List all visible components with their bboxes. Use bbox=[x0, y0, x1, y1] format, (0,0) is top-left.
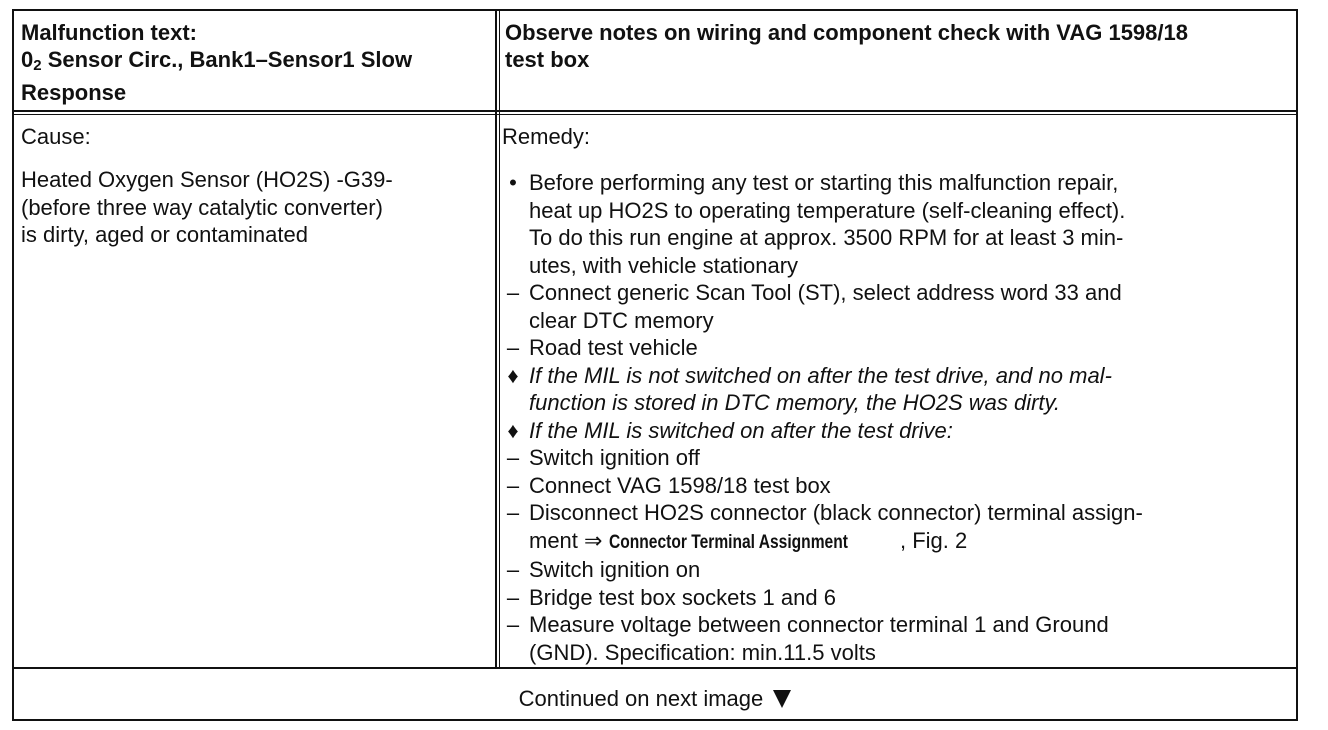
dash-icon: – bbox=[506, 472, 520, 498]
remedy-text: Switch ignition off bbox=[529, 445, 700, 470]
o2-subscript: 2 bbox=[33, 57, 42, 74]
footer-divider bbox=[14, 667, 1296, 669]
continued-footer bbox=[14, 685, 1296, 712]
header-divider bbox=[14, 110, 1296, 112]
remedy-step bbox=[502, 444, 1292, 472]
dash-icon: – bbox=[506, 280, 520, 305]
remedy-text: utes, with vehicle stationary bbox=[529, 252, 799, 278]
bullet-icon: • bbox=[509, 170, 517, 195]
remedy-step bbox=[502, 169, 1292, 279]
remedy-text: Road test vehicle bbox=[529, 335, 698, 360]
procedure-table bbox=[12, 9, 1298, 721]
remedy-text: Switch ignition on bbox=[529, 557, 701, 582]
notes-header-line: Observe notes on wiring and component check with VAG 1598/18 bbox=[505, 20, 1188, 45]
cause-label: Cause: bbox=[21, 124, 91, 149]
header-divider-inner bbox=[14, 114, 1296, 115]
cause-text bbox=[21, 166, 491, 249]
cause-line: is dirty, aged or contaminated bbox=[21, 222, 308, 247]
malfunction-label: Malfunction text: bbox=[21, 20, 197, 45]
remedy-text: To do this run engine at approx. 3500 RPM for at least 3 min- bbox=[529, 225, 1124, 250]
remedy-step bbox=[502, 279, 1292, 334]
dash-icon: – bbox=[506, 500, 520, 525]
remedy-text: If the MIL is not switched on after the test drive, and no mal- bbox=[529, 362, 1112, 388]
malfunction-code-text bbox=[21, 46, 486, 79]
remedy-step bbox=[502, 584, 1292, 612]
triangle-down-icon bbox=[773, 690, 791, 708]
remedy-text: function is stored in DTC memory, the HO2S was dirty. bbox=[529, 390, 1061, 415]
notes-header-line: test box bbox=[505, 47, 590, 72]
malfunction-description-cont: Response bbox=[21, 80, 127, 105]
column-divider-inner bbox=[499, 11, 500, 667]
remedy-text: heat up HO2S to operating temperature (self-cleaning effect). bbox=[529, 197, 1126, 223]
remedy-step bbox=[502, 556, 1292, 584]
remedy-step bbox=[502, 334, 1292, 362]
dash-icon: – bbox=[506, 557, 520, 582]
continued-text: Continued on next image bbox=[518, 686, 764, 711]
remedy-step bbox=[502, 499, 1292, 556]
cause-line: Heated Oxygen Sensor (HO2S) -G39- bbox=[21, 167, 393, 192]
remedy-step bbox=[502, 472, 1292, 500]
o2-prefix: 0 bbox=[21, 47, 34, 72]
arrow-icon: ⇒ bbox=[584, 527, 603, 553]
diamond-icon: ♦ bbox=[507, 417, 519, 443]
remedy-text: If the MIL is switched on after the test drive: bbox=[529, 417, 953, 443]
notes-header bbox=[505, 19, 1290, 73]
remedy-text: clear DTC memory bbox=[529, 307, 714, 333]
malfunction-header bbox=[21, 19, 486, 106]
remedy-text: Connect VAG 1598/18 test box bbox=[529, 472, 831, 498]
remedy-text: (GND). Specification: min.11.5 volts bbox=[529, 639, 876, 665]
cause-line: (before three way catalytic converter) bbox=[21, 194, 383, 220]
remedy-text: Before performing any test or starting this malfunction repair, bbox=[529, 170, 1119, 195]
remedy-text: Measure voltage between connector terminal 1 and Ground bbox=[529, 612, 1109, 637]
dash-icon: – bbox=[506, 584, 520, 610]
dash-icon: – bbox=[506, 612, 520, 637]
remedy-label: Remedy: bbox=[502, 124, 591, 149]
remedy-step bbox=[502, 611, 1292, 666]
remedy-condition bbox=[502, 362, 1292, 417]
connector-terminal-link[interactable]: Connector Terminal Assignment bbox=[608, 531, 848, 553]
remedy-text-part: , Fig. 2 bbox=[899, 527, 968, 553]
dash-icon: – bbox=[506, 335, 520, 360]
diamond-icon: ♦ bbox=[507, 362, 519, 388]
remedy-text: Connect generic Scan Tool (ST), select address word 33 and bbox=[529, 280, 1122, 305]
remedy-list bbox=[502, 169, 1292, 666]
remedy-condition bbox=[502, 417, 1292, 445]
malfunction-description: Sensor Circ., Bank1–Sensor1 Slow bbox=[41, 47, 413, 72]
column-divider bbox=[495, 11, 497, 667]
dash-icon: – bbox=[506, 445, 520, 470]
remedy-text: Disconnect HO2S connector (black connector) terminal assign- bbox=[529, 500, 1143, 525]
remedy-text: Bridge test box sockets 1 and 6 bbox=[529, 584, 836, 610]
remedy-text-part: ment bbox=[529, 527, 585, 553]
remedy-text bbox=[529, 527, 1292, 557]
